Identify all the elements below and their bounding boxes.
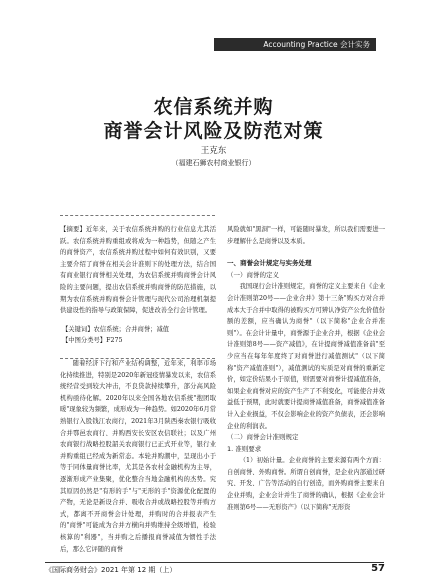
body-paragraph: 我国现行会计准则规定，商誉的定义主要来自《企业会计准则第20号——企业合并》第十三条"购买方对合并成本大于合并中取得的被购买方可辨认净资产公允价值份额的差额，应当确认为商誉"（以下简称"企业合并准则"）。在会计计量中，商誉源于企业合并，根据《企业会计准则第8号——资产减值》，在计提商誉减值准备前"至少应当在每年年度终了对商誉进行减值测试"（以下简称"资产减值准则"），减值测试的实质是对商誉的重新定价，如定价结果小于原值，则需要对商誉计提减值准备，如果企业商誉对应的资产生产了不利变化，可能使合并效益低于预期，此时就要计提商誉减值准备，商誉减值准备计入企业损益，不仅会影响企业的资产负债表，还会影响企业的利润表。 [227, 283, 385, 430]
keywords-line: 【关键词】农信系统；合并商誉；减值 [62, 326, 170, 333]
right-column-body [227, 224, 385, 513]
author-affiliation: （福建石狮农村商业银行） [171, 159, 256, 167]
subsection-heading: 1. 准则要求 [227, 444, 262, 453]
left-column-body [60, 358, 216, 555]
classification-number: 【中图分类号】F275 [62, 337, 123, 344]
abstract-text [60, 224, 216, 317]
section-header-label: Accounting Practice 会计实务 [263, 40, 370, 49]
section-header-bar [214, 38, 376, 51]
article-title-line-1: 农信系统并购 [153, 96, 274, 118]
journal-citation: 《国际商务财会》2021 年第 12 期（上） [45, 566, 177, 574]
body-paragraph: 风险就如"黑洞"一样，可能随时暴发，所以我们需要进一步理解什么是商誉以及本质。 [227, 226, 385, 245]
author-name: 王克东 [200, 146, 227, 156]
body-paragraph: 随着经济下行和产业结构调整，近年来，利率市场化持续推进，特别是2020年新冠疫情暴发以来，农信系统经营受到较大冲击，不良贷款持续攀升，部分高风险机构亟待化解。2020年以来全国各地农信系统"抱团取暖"现象较为频繁，成形成为一种趋势。如2020年6月常熟银行入股钱江农商行，2021年3月陕西秦农银行吸收合并鄠邑农商行、并购西安长安区农信联社；以及广州农商银行战略控股韶关农商银行已正式开业等，银行业并购重组已经成为新常态。本轮并购潮中，呈现出小于等于同体量商誉比率，尤其是各农村金融机构为主导，逐渐形成产业集聚，优化整合当地金融机构的杰势。究其原因仍然是"有形的手"与"无形的手"资源优化配置的产物，无论是新设合并、吸收合并或战略控股等并购方式，都离不开商誉会计处理，并购时的合并报表产生的"商誉"可能成为合并方横向并购维持全级增值，检验核算的"利器"，当并购之后播报商誉减值为惯性手法后，那么它评随的商誉 [60, 360, 216, 553]
footer-rule [45, 562, 384, 563]
subsection-heading: （二）商誉会计准则规定 [227, 433, 299, 442]
body-paragraph: （1）初始计量。企业商誉的主要来源有两个方面：自创商誉、外购商誉。所谓自创商誉，是企业内部通过研究、开发、广告等活动的自行创造，而外购商誉主要来自企业并购，企业会计并生了商誉的确认，根据《企业会计准则第6号——无形资产》（以下简称"无形资 [227, 457, 385, 511]
abstract-paragraph: 【摘要】近年来，关于农信系统并购的行业信息尤其活跃。农信系统并购重组或将成为一种趋势，但随之产生的商誉资产，农信系统并购过程中如何有效识别，又要主要介绍了商誉在相关会计准则下的处理方法，结合国有商业银行商誉相关处理，为农信系统并购商誉会计风险的主要问题，提出农信系统并购商誉的防范措施，以期为农信系统并购商誉会计管理与现代公司治理机制提供建设性的指导与政策保障，促进改善全行会计管理。 [60, 226, 216, 315]
subsection-heading: （一）商誉的定义 [227, 270, 279, 279]
section-heading: 一、商誉会计规定与实务处理 [227, 259, 312, 268]
article-title-line-2: 商誉会计风险及防范对策 [103, 120, 324, 142]
keywords [62, 324, 169, 346]
page-number: 57 [371, 563, 385, 574]
